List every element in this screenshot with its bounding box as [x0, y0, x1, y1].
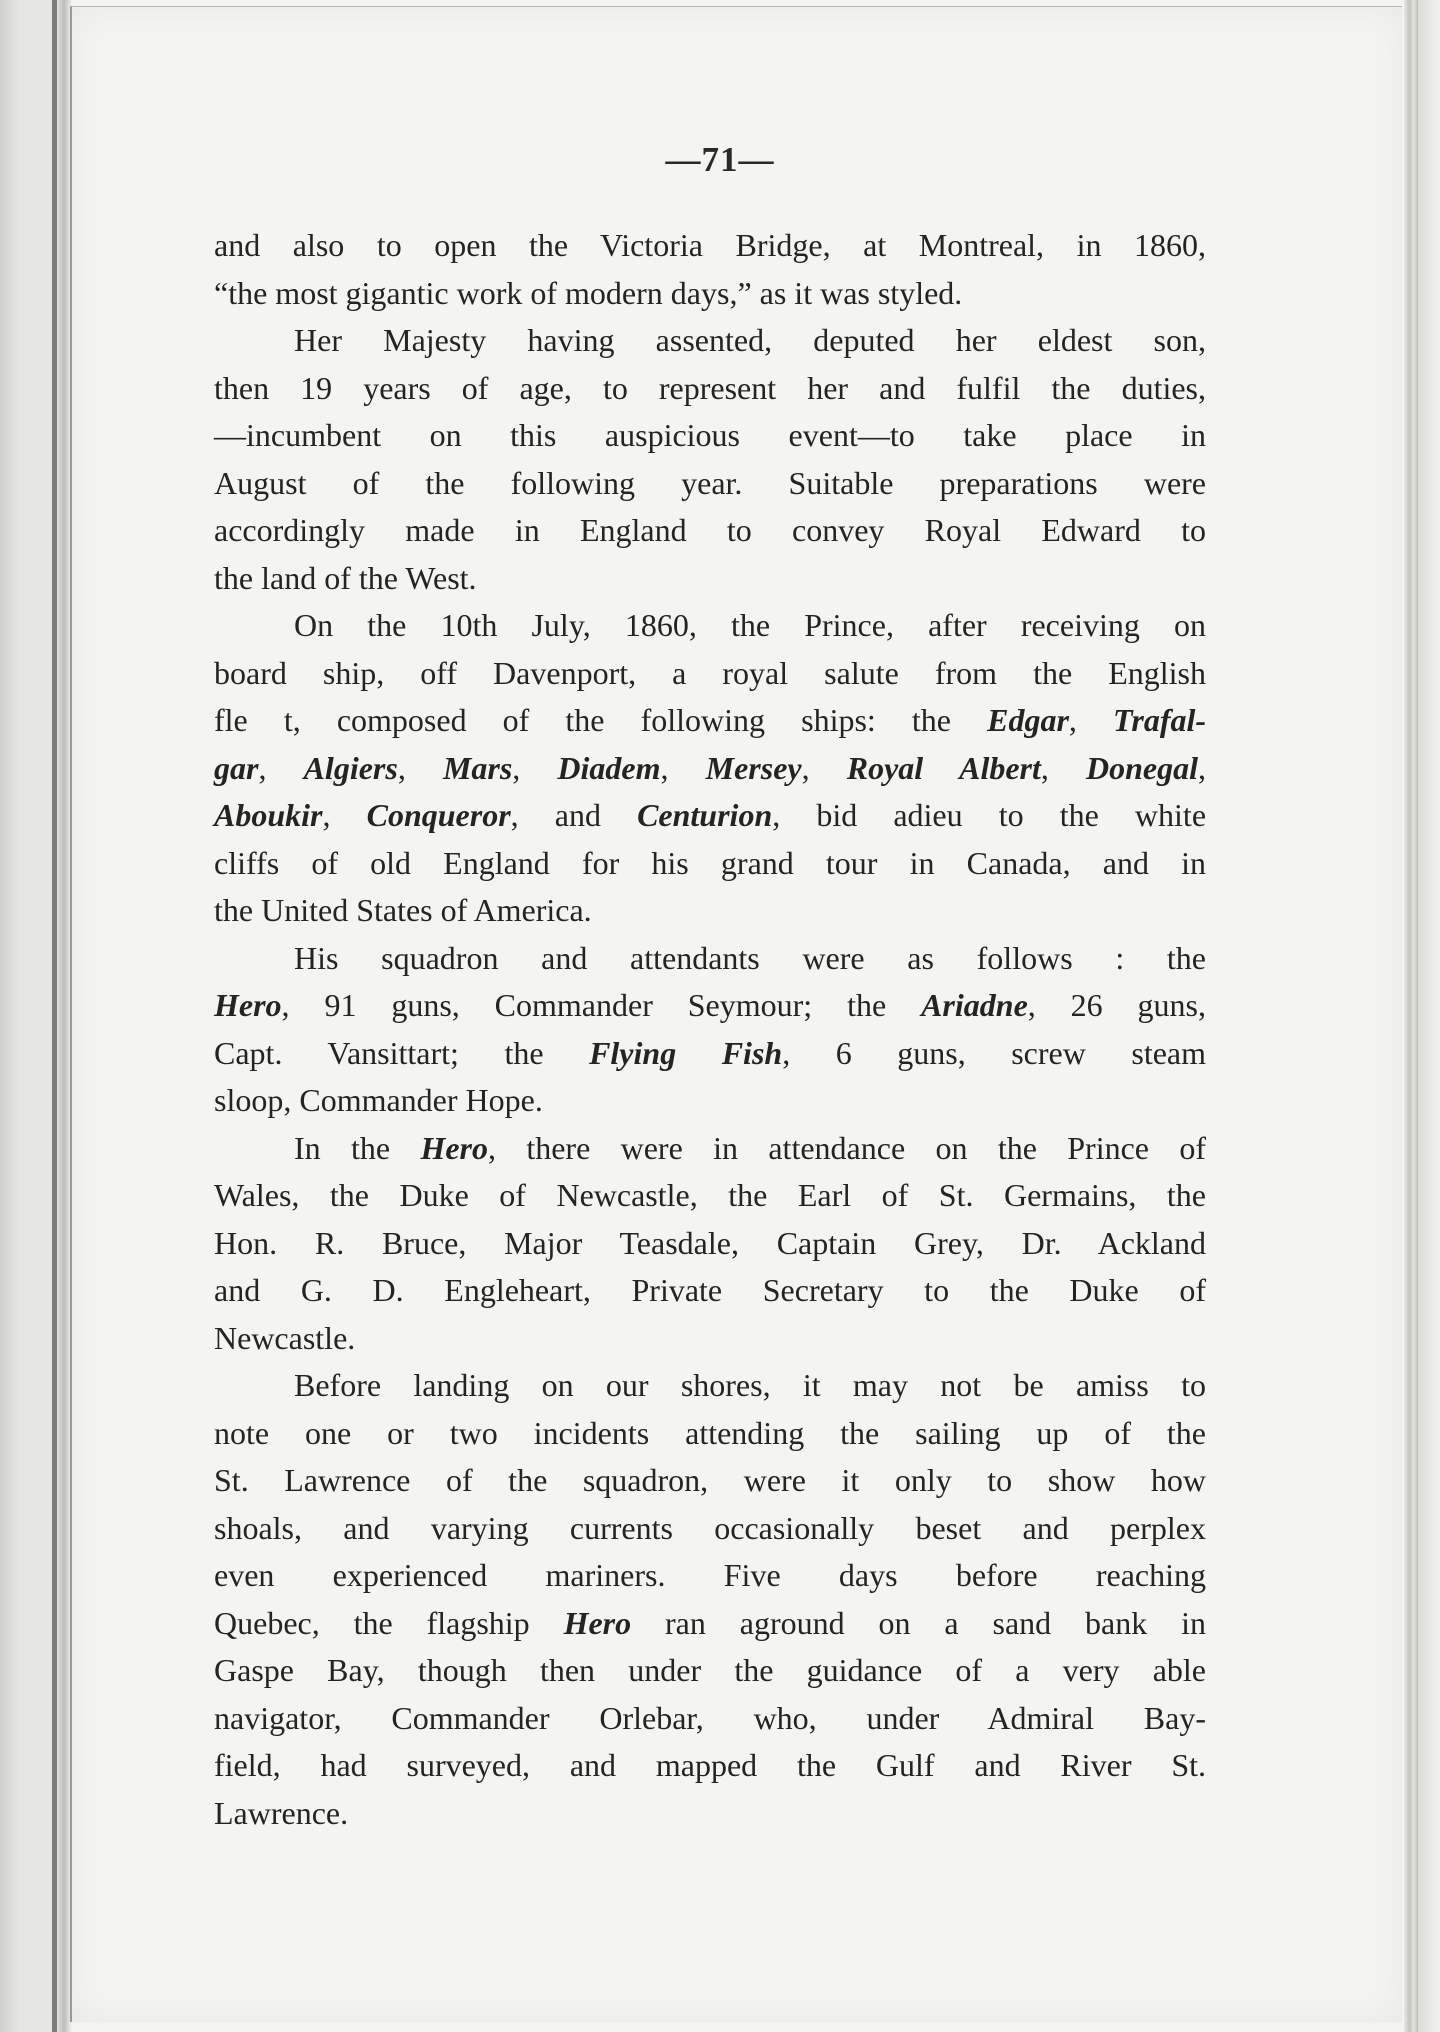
- text-line: Lawrence.: [214, 1794, 349, 1831]
- text-line: Wales, the Duke of Newcastle, the Earl of St. Germains, the: [214, 1177, 1206, 1213]
- text-line: fle t, composed of the following ships: the Edgar, Trafal-: [214, 702, 1207, 738]
- paragraph-p6: [214, 1362, 1206, 1837]
- text-line: field, had surveyed, and mapped the Gulf and River St.: [214, 1747, 1206, 1783]
- italic-ship-name: Hero: [563, 1604, 632, 1641]
- italic-ship-name: Flying Fish: [589, 1034, 783, 1071]
- text-line: Her Majesty having assented, deputed her eldest son,: [294, 322, 1206, 358]
- text-line: the United States of America.: [214, 892, 592, 928]
- italic-ship-name: Aboukir: [214, 797, 323, 833]
- text-line: navigator, Commander Orlebar, who, under Admiral Bay-: [214, 1699, 1206, 1736]
- text-line: Hero, 91 guns, Commander Seymour; the Ariadne, 26 guns,: [214, 987, 1207, 1023]
- page-stack-edge: [1404, 0, 1418, 2032]
- italic-ship-name: Trafal-: [1113, 702, 1207, 738]
- text-line: note one or two incidents attending the sailing up of the: [214, 1414, 1206, 1451]
- text-line: On the 10th July, 1860, the Prince, after receiving on: [294, 607, 1206, 643]
- italic-ship-name: Conqueror: [366, 797, 511, 833]
- scan-margin-right: [1418, 0, 1440, 2032]
- page-number: —71—: [665, 140, 775, 179]
- body-text: [214, 222, 1206, 1837]
- text-line: “the most gigantic work of modern days,” as it was styled.: [214, 274, 963, 311]
- text-line: —incumbent on this auspicious event—to take place in: [214, 417, 1206, 453]
- italic-ship-name: Ariadne: [921, 987, 1028, 1023]
- text-line: Gaspe Bay, though then under the guidance of a very able: [214, 1652, 1206, 1688]
- binding-edge: [52, 0, 57, 2032]
- text-line: Newcastle.: [214, 1319, 356, 1356]
- text-line: shoals, and varying currents occasionally beset and perplex: [214, 1509, 1206, 1546]
- italic-ship-name: Algiers: [303, 749, 398, 786]
- text-line: St. Lawrence of the squadron, were it only to show how: [214, 1462, 1206, 1498]
- text-line: board ship, off Davenport, a royal salute from the English: [214, 654, 1206, 691]
- text-line: Capt. Vansittart; the Flying Fish, 6 guns, screw steam: [214, 1034, 1207, 1071]
- paragraph-p5: [214, 1125, 1206, 1363]
- text-line: and G. D. Engleheart, Private Secretary to the Duke of: [214, 1272, 1206, 1308]
- text-line: even experienced mariners. Five days before reaching: [214, 1557, 1206, 1593]
- italic-ship-name: gar: [214, 749, 259, 786]
- paragraph-p3: [214, 602, 1206, 935]
- text-line: His squadron and attendants were as follows : the: [294, 939, 1206, 976]
- italic-ship-name: Diadem: [557, 749, 661, 786]
- text-line: cliffs of old England for his grand tour in Canada, and in: [214, 844, 1206, 881]
- text-line: gar, Algiers, Mars, Diadem, Mersey, Royal Albert, Donegal,: [214, 749, 1207, 786]
- italic-ship-name: Donegal: [1086, 749, 1199, 786]
- italic-ship-name: Royal Albert: [846, 749, 1041, 786]
- text-line: In the Hero, there were in attendance on the Prince of: [294, 1129, 1207, 1166]
- text-line: sloop, Commander Hope.: [214, 1082, 543, 1118]
- italic-ship-name: Mars: [442, 749, 513, 786]
- text-line: August of the following year. Suitable preparations were: [214, 464, 1206, 501]
- text-line: Quebec, the flagship Hero ran aground on a sand bank in: [214, 1604, 1207, 1641]
- italic-ship-name: Edgar: [987, 702, 1069, 738]
- italic-ship-name: Mersey: [705, 749, 802, 786]
- paragraph-p4: [214, 935, 1206, 1125]
- italic-ship-name: Hero: [420, 1129, 488, 1166]
- text-line: accordingly made in England to convey Royal Edward to: [214, 512, 1206, 548]
- paragraph-p2: [214, 317, 1206, 602]
- text-line: the land of the West.: [214, 559, 477, 596]
- italic-ship-name: Hero: [214, 987, 282, 1023]
- text-line: then 19 years of age, to represent her and fulfil the duties,: [214, 369, 1206, 406]
- text-line: and also to open the Victoria Bridge, at Montreal, in 1860,: [214, 227, 1206, 263]
- italic-ship-name: Centurion: [637, 797, 773, 833]
- paragraph-p1: [214, 222, 1206, 317]
- text-line: Hon. R. Bruce, Major Teasdale, Captain Grey, Dr. Ackland: [214, 1224, 1206, 1261]
- text-line: Aboukir, Conqueror, and Centurion, bid adieu to the white: [214, 797, 1207, 833]
- text-line: Before landing on our shores, it may not be amiss to: [294, 1367, 1206, 1403]
